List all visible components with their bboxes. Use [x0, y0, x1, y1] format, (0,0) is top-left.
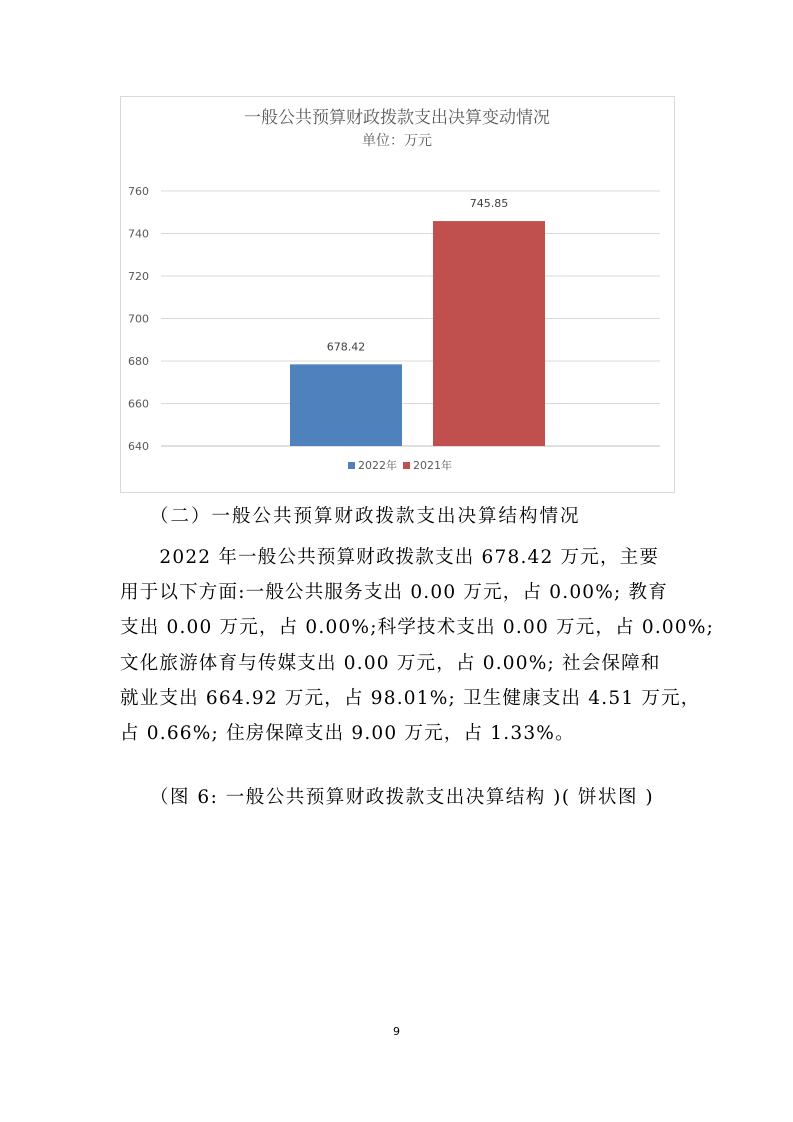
- bar-2021年: [433, 221, 545, 446]
- y-tick-label: 680: [128, 355, 149, 368]
- paragraph-line: 支出 0.00 万元，占 0.00%;科学技术支出 0.00 万元，占 0.00%;: [120, 617, 715, 639]
- paragraph-line: 就业支出 664.92 万元，占 98.01%; 卫生健康支出 4.51 万元，: [120, 687, 701, 709]
- bar-chart: [120, 96, 675, 493]
- y-tick-label: 700: [128, 312, 149, 326]
- legend-swatch: [403, 462, 410, 469]
- paragraph-line: 用于以下方面:一般公共服务支出 0.00 万元，占 0.00%; 教育: [120, 582, 668, 604]
- legend-label: 2021年: [413, 459, 452, 472]
- figure-caption: （图 6: 一般公共预算财政拨款支出决算结构 )( 饼状图 ): [150, 787, 655, 808]
- y-tick-label: 720: [128, 270, 149, 283]
- y-tick-label: 660: [128, 397, 149, 411]
- body-paragraph: [120, 540, 715, 751]
- paragraph-line: 2022 年一般公共预算财政拨款支出 678.42 万元，主要: [120, 547, 660, 568]
- page-number: 9: [393, 1025, 400, 1038]
- bar-2022年: [290, 364, 402, 446]
- legend-label: 2022年: [358, 459, 397, 472]
- legend-swatch: [348, 462, 355, 469]
- section-heading: （二）一般公共预算财政拨款支出决算结构情况: [150, 506, 581, 527]
- chart-canvas: [121, 97, 674, 492]
- y-tick-label: 740: [128, 227, 149, 241]
- chart-title: 一般公共预算财政拨款支出决算变动情况: [244, 108, 550, 128]
- data-label: 678.42: [326, 340, 366, 354]
- paragraph-line: 占 0.66%; 住房保障支出 9.00 万元，占 1.33%。: [120, 722, 575, 744]
- y-tick-label: 760: [128, 185, 149, 198]
- y-tick-label: 640: [128, 440, 149, 453]
- data-label: 745.85: [469, 197, 509, 211]
- paragraph-line: 文化旅游体育与传媒支出 0.00 万元，占 0.00%; 社会保障和: [120, 652, 661, 674]
- chart-subtitle: 单位：万元: [362, 133, 432, 149]
